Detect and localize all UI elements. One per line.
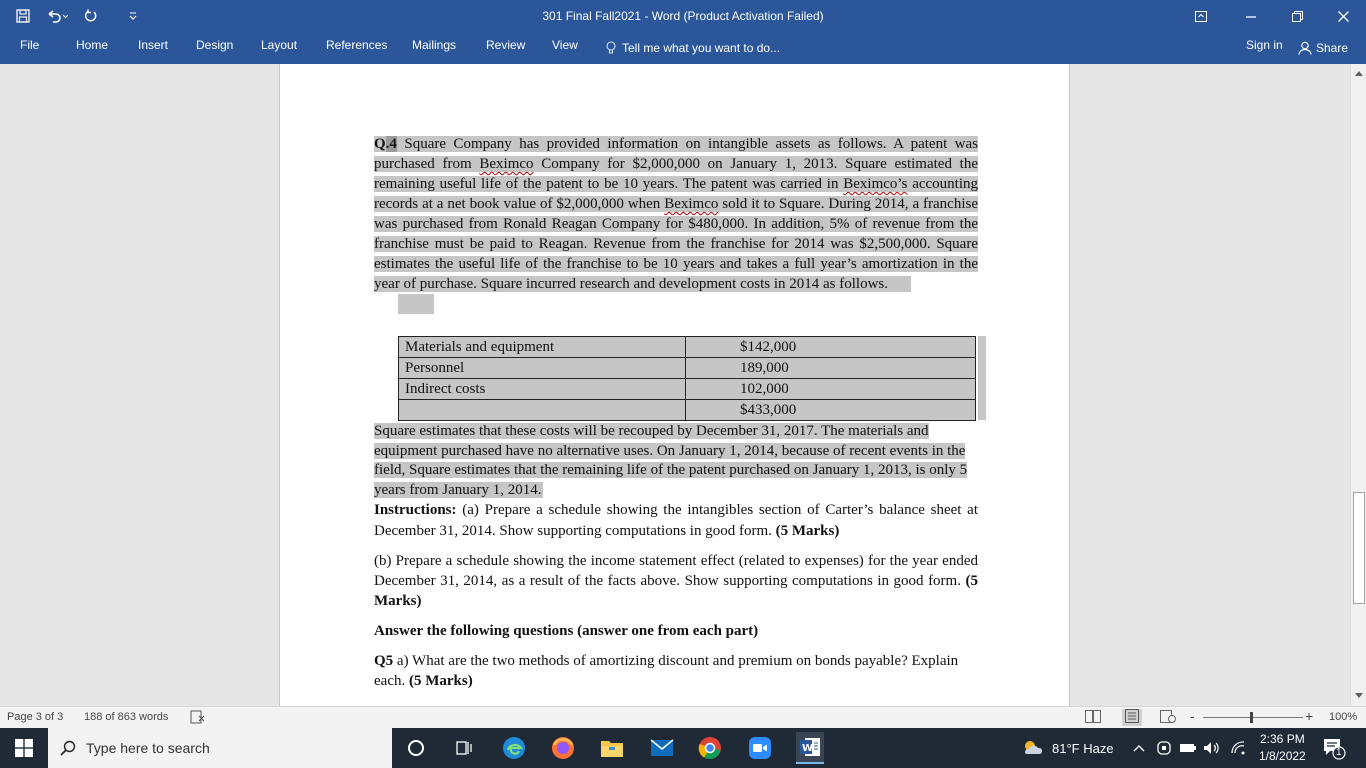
share-button[interactable] — [1298, 38, 1348, 58]
sign-in-link[interactable]: Sign in — [1246, 38, 1283, 52]
scroll-down-button[interactable] — [1353, 690, 1365, 702]
q4-text-3: accounting records at a net book value of $2,000,000 when — [374, 176, 978, 212]
lightbulb-icon — [606, 41, 616, 55]
table-cell-amount[interactable]: 102,000 — [686, 379, 976, 400]
part-b-paragraph[interactable] — [374, 551, 978, 611]
page-indicator[interactable]: Page 3 of 3 — [7, 711, 64, 723]
table-cell-amount[interactable]: $142,000 — [686, 337, 976, 358]
print-layout-icon[interactable] — [1122, 709, 1142, 726]
tab-layout[interactable]: Layout — [261, 38, 298, 52]
rd-cost-table[interactable] — [398, 336, 976, 421]
wifi-icon[interactable] — [1228, 736, 1248, 760]
close-button[interactable] — [1320, 0, 1366, 32]
taskbar-search[interactable] — [48, 728, 392, 768]
marks-label: (5 Marks) — [775, 523, 840, 539]
edge-browser-icon[interactable] — [502, 736, 526, 760]
document-page[interactable] — [279, 64, 1070, 706]
tab-insert[interactable]: Insert — [138, 38, 169, 52]
tab-references[interactable]: References — [326, 38, 388, 52]
undo-button[interactable] — [38, 0, 76, 32]
cortana-icon[interactable] — [404, 736, 428, 760]
window-title: 301 Final Fall2021 - Word (Product Activation Failed) — [542, 9, 824, 23]
weather-text[interactable]: 81°F Haze — [1052, 741, 1114, 756]
instructions-text: (a) Prepare a schedule showing the intangibles section of Carter’s balance sheet at December 31, 2014. Show supporting computations in good form. — [374, 502, 978, 539]
chrome-icon[interactable] — [698, 736, 722, 760]
chevron-down-icon — [1355, 693, 1363, 699]
firefox-icon[interactable] — [551, 736, 575, 760]
q4-text-2: Company for $2,000,000 on January 1, 2013. Square estimated the remaining useful life of the patent to be 10 years. The patent was carried in — [374, 156, 978, 192]
clock-date[interactable]: 1/8/2022 — [1259, 749, 1306, 763]
share-label: Share — [1316, 41, 1349, 55]
web-layout-icon[interactable] — [1160, 710, 1176, 727]
tab-review[interactable]: Review — [486, 38, 526, 52]
notifications-button[interactable] — [1322, 736, 1346, 760]
tab-mailings[interactable]: Mailings — [412, 38, 457, 52]
cost-table-wrapper — [374, 336, 978, 421]
table-cell-amount[interactable]: 189,000 — [686, 358, 976, 379]
marks-label: (5 Marks) — [408, 673, 473, 689]
customize-qat-button[interactable] — [118, 0, 148, 32]
question-5-paragraph[interactable] — [374, 651, 978, 691]
empty-selected-line — [374, 294, 978, 314]
table-cell-item[interactable] — [399, 400, 686, 421]
tab-file[interactable]: File — [20, 38, 40, 52]
tab-view[interactable]: View — [552, 38, 578, 52]
word-taskbar-icon[interactable] — [796, 732, 824, 764]
windows-logo-icon — [15, 739, 33, 757]
show-hidden-icons-button[interactable] — [1131, 736, 1147, 760]
title-bar — [0, 0, 1366, 32]
notification-icon — [1322, 736, 1346, 760]
close-icon — [1338, 11, 1349, 22]
zoom-slider-thumb[interactable] — [1250, 712, 1253, 723]
table-row — [399, 400, 976, 421]
estimates-paragraph[interactable] — [374, 422, 978, 500]
status-bar — [0, 706, 1366, 728]
question-4-paragraph[interactable] — [374, 134, 978, 294]
save-icon — [16, 9, 30, 23]
misspelled-word[interactable]: Beximco — [664, 196, 719, 212]
table-cell-item[interactable]: Personnel — [399, 358, 686, 379]
zoom-slider[interactable] — [1203, 717, 1303, 718]
minimize-button[interactable] — [1228, 0, 1274, 32]
proofing-icon[interactable] — [190, 710, 206, 727]
ribbon-tabs — [0, 32, 1366, 64]
chevron-down-icon — [128, 11, 138, 21]
part-b-text: (b) Prepare a schedule showing the income statement effect (related to expenses) for the year ended December 31, 2014, as a result of the facts above. Show supporting computations in good form. — [374, 553, 978, 589]
q5-label: Q5 — [374, 653, 394, 669]
mail-icon[interactable] — [650, 736, 674, 760]
table-cell-item[interactable]: Indirect costs — [399, 379, 686, 400]
document-content[interactable] — [374, 134, 978, 691]
quick-access-toolbar — [0, 0, 148, 32]
document-area[interactable] — [0, 64, 1350, 706]
table-row — [399, 358, 976, 379]
notification-count-badge: 1 — [1336, 747, 1342, 758]
q4-number: .4 — [385, 136, 397, 152]
scroll-up-button[interactable] — [1353, 67, 1365, 79]
tab-design[interactable]: Design — [196, 38, 234, 52]
table-row — [399, 337, 976, 358]
windows-taskbar — [0, 728, 1366, 768]
restore-button[interactable] — [1274, 0, 1320, 32]
ribbon-options-icon — [1195, 11, 1207, 22]
instructions-label: Instructions: — [374, 502, 457, 518]
marks-label: (5 Marks) — [374, 573, 978, 609]
minimize-icon — [1246, 11, 1256, 21]
zoom-in-button[interactable]: + — [1305, 708, 1314, 724]
task-view-icon[interactable] — [452, 736, 476, 760]
chevron-up-icon — [1355, 70, 1363, 76]
word-count[interactable]: 188 of 863 words — [84, 711, 169, 723]
read-mode-icon[interactable] — [1085, 710, 1101, 726]
table-row — [399, 379, 976, 400]
tab-home[interactable]: Home — [76, 38, 109, 52]
q4-text-1: Square Company has provided information on intangible assets as follows. A patent was purchased from — [374, 136, 978, 172]
undo-icon — [46, 9, 68, 23]
redo-button[interactable] — [76, 0, 106, 32]
estimates-text: Square estimates that these costs will be recouped by December 31, 2017. The materials and equipment purchased have no alternative uses. On January 1, 2014, because of recent events in the field, Square estimates that the remaining life of the patent purchased on January 1, 2013, is only 5 years from January 1, 2014. — [374, 423, 968, 498]
table-row-end-marks — [978, 336, 986, 420]
misspelled-word[interactable]: Beximco — [479, 156, 534, 172]
zoom-app-icon[interactable] — [748, 736, 772, 760]
answer-heading[interactable]: Answer the following questions (answer one from each part) — [374, 623, 759, 639]
ribbon-display-options-button[interactable] — [1178, 0, 1224, 32]
svg-text:W: W — [802, 743, 814, 754]
clock-time[interactable]: 2:36 PM — [1260, 732, 1305, 746]
redo-icon — [84, 9, 98, 23]
search-icon — [60, 740, 76, 756]
meet-now-icon[interactable] — [1156, 736, 1172, 760]
zoom-level[interactable]: 100% — [1329, 711, 1358, 723]
restore-icon — [1292, 11, 1303, 22]
chevron-up-icon — [1133, 744, 1145, 752]
q4-text-4: sold it to Square. During 2014, a franchise was purchased from Ronald Reagan Company for $480,000. In addition, 5% of revenue from the franchise must be paid to Reagan. Revenue from the franchise for 2014 was $2,500,000. Square estimates the useful life of the franchise to be 10 years and takes a full year’s amortization in the year of purchase. Square incurred research and development costs in 2014 as follows. — [374, 196, 979, 292]
battery-icon[interactable] — [1178, 736, 1198, 760]
save-button[interactable] — [8, 0, 38, 32]
q4-label: Q — [374, 136, 386, 152]
misspelled-word[interactable]: Beximco’s — [843, 176, 908, 192]
volume-icon[interactable] — [1202, 736, 1222, 760]
file-explorer-icon[interactable] — [600, 736, 624, 760]
scrollbar-thumb[interactable] — [1353, 492, 1365, 604]
instructions-paragraph[interactable] — [374, 500, 978, 542]
table-cell-item[interactable]: Materials and equipment — [399, 337, 686, 358]
vertical-scrollbar[interactable] — [1350, 64, 1366, 706]
zoom-out-button[interactable]: - — [1190, 708, 1195, 724]
start-button[interactable] — [12, 736, 36, 760]
q5-text: a) What are the two methods of amortizing discount and premium on bonds payable? Explain each. — [374, 653, 959, 689]
person-icon — [1298, 41, 1312, 55]
search-placeholder: Type here to search — [86, 740, 210, 756]
tell-me-search[interactable] — [606, 38, 780, 58]
weather-icon[interactable] — [1020, 736, 1044, 760]
table-cell-amount[interactable]: $433,000 — [686, 400, 976, 421]
tell-me-text: Tell me what you want to do... — [622, 41, 781, 55]
